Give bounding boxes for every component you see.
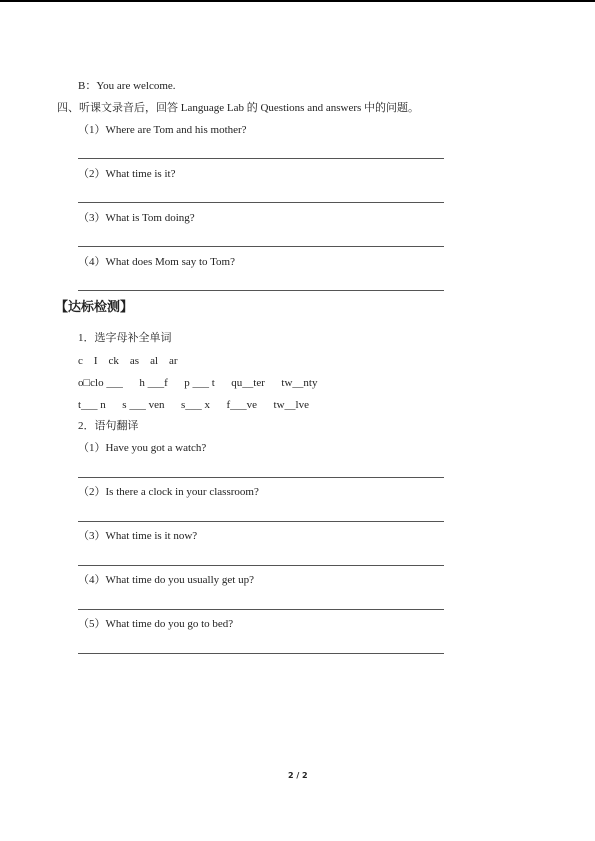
word-blanks-row-1: o□clo ___ h ___f p ___ t qu__ter tw__nty bbox=[78, 377, 318, 389]
translation-question-4: （4）What time do you usually get up? bbox=[78, 574, 254, 586]
answer-line-2[interactable] bbox=[78, 202, 444, 203]
word-blanks-row-2: t___ n s ___ ven s___ x f___ve tw__lve bbox=[78, 399, 309, 411]
question-2: （2）What time is it? bbox=[78, 168, 176, 180]
section-heading: 【达标检测】 bbox=[55, 300, 134, 315]
translation-line-3[interactable] bbox=[78, 565, 444, 566]
translation-question-1: （1）Have you got a watch? bbox=[78, 442, 207, 454]
task1-title: 1．选字母补全单词 bbox=[78, 332, 172, 344]
answer-line-4[interactable] bbox=[78, 290, 444, 291]
translation-line-2[interactable] bbox=[78, 521, 444, 522]
translation-question-5: （5）What time do you go to bed? bbox=[78, 618, 234, 630]
translation-question-3: （3）What time is it now? bbox=[78, 530, 198, 542]
top-border bbox=[0, 0, 595, 2]
task2-title: 2．语句翻译 bbox=[78, 420, 139, 432]
page-number: 2 / 2 bbox=[288, 771, 308, 780]
translation-line-1[interactable] bbox=[78, 477, 444, 478]
letter-options: c I ck as al ar bbox=[78, 355, 178, 367]
question-1: （1）Where are Tom and his mother? bbox=[78, 124, 247, 136]
translation-line-5[interactable] bbox=[78, 653, 444, 654]
answer-line-1[interactable] bbox=[78, 158, 444, 159]
translation-question-2: （2）Is there a clock in your classroom? bbox=[78, 486, 259, 498]
question-3: （3）What is Tom doing? bbox=[78, 212, 195, 224]
question-4: （4）What does Mom say to Tom? bbox=[78, 256, 235, 268]
answer-line-3[interactable] bbox=[78, 246, 444, 247]
translation-line-4[interactable] bbox=[78, 609, 444, 610]
task-four-instruction: 四、听课文录音后，回答 Language Lab 的 Questions and answers 中的问题。 bbox=[57, 102, 420, 114]
dialog-line-b: B：You are welcome. bbox=[78, 80, 176, 92]
